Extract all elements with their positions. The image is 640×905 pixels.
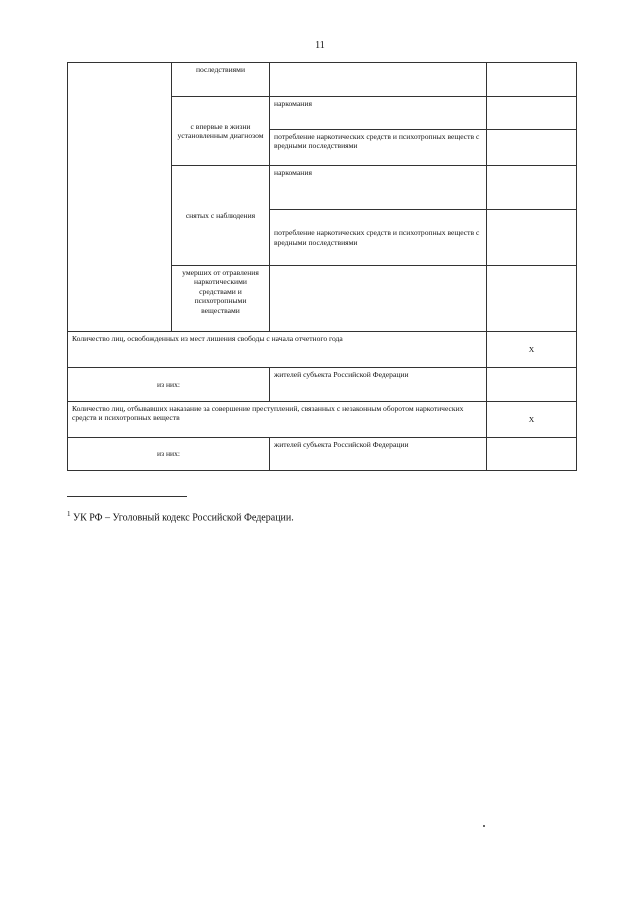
cell-text: жителей субъекта Российской Федерации bbox=[274, 440, 409, 449]
value-cell bbox=[487, 97, 577, 130]
value-cell bbox=[487, 438, 577, 471]
value-cell bbox=[487, 266, 577, 332]
diagnosis-cell bbox=[270, 210, 487, 266]
table-row bbox=[68, 402, 577, 438]
table-row bbox=[68, 332, 577, 368]
x-mark: Х bbox=[487, 402, 577, 438]
table-row bbox=[68, 438, 577, 471]
page-number: 11 bbox=[315, 40, 325, 51]
diagnosis-cell bbox=[270, 97, 487, 130]
of-them-cell bbox=[68, 438, 270, 471]
empty-cell bbox=[270, 63, 487, 97]
value-cell bbox=[487, 63, 577, 97]
value-cell bbox=[487, 368, 577, 402]
cell-text: наркомания bbox=[274, 168, 312, 177]
cell-text: Количество лиц, отбывавших наказание за совершение преступлений, связанных с незаконным оборотом наркотических средств и психотропных веществ bbox=[72, 404, 464, 423]
cell-text: потребление наркотических средств и психотропных веществ с вредными последствиями bbox=[274, 132, 480, 151]
released-cell bbox=[68, 332, 487, 368]
cell-text: из них: bbox=[157, 449, 180, 459]
footnote-separator bbox=[67, 496, 187, 497]
cell-text: последствиями bbox=[195, 65, 246, 74]
empty-cell bbox=[270, 266, 487, 332]
footnote-marker: 1 bbox=[67, 510, 71, 518]
scan-speck bbox=[483, 825, 485, 827]
value-cell bbox=[487, 130, 577, 166]
category-cell bbox=[172, 166, 270, 266]
cell-text: снятых с наблюдения bbox=[185, 210, 256, 220]
table-row bbox=[68, 368, 577, 402]
cell-text: умерших от отравления наркотическими средствами и психотропными веществами bbox=[182, 268, 259, 315]
category-cell bbox=[172, 266, 270, 332]
value-cell bbox=[487, 210, 577, 266]
cell-text: потребление наркотических средств и психотропных веществ с вредными последствиями bbox=[274, 228, 480, 247]
category-cell bbox=[172, 97, 270, 166]
cell-text: Количество лиц, освобожденных из мест лишения свободы с начала отчетного года bbox=[72, 334, 343, 343]
empty-cell bbox=[68, 63, 172, 332]
report-table bbox=[67, 62, 577, 471]
diagnosis-cell bbox=[270, 166, 487, 210]
residents-cell bbox=[270, 438, 487, 471]
table-row bbox=[68, 63, 577, 97]
cell-text: из них: bbox=[157, 379, 180, 389]
footnote bbox=[67, 510, 294, 523]
x-mark: Х bbox=[487, 332, 577, 368]
serving-cell bbox=[68, 402, 487, 438]
diagnosis-cell bbox=[270, 130, 487, 166]
category-cell bbox=[172, 63, 270, 97]
cell-text: наркомания bbox=[274, 99, 312, 108]
cell-text: с впервые в жизни установленным диагнозом bbox=[177, 121, 264, 140]
residents-cell bbox=[270, 368, 487, 402]
footnote-text: УК РФ – Уголовный кодекс Российской Федерации. bbox=[70, 512, 294, 524]
value-cell bbox=[487, 166, 577, 210]
of-them-cell bbox=[68, 368, 270, 402]
cell-text: жителей субъекта Российской Федерации bbox=[274, 370, 409, 379]
